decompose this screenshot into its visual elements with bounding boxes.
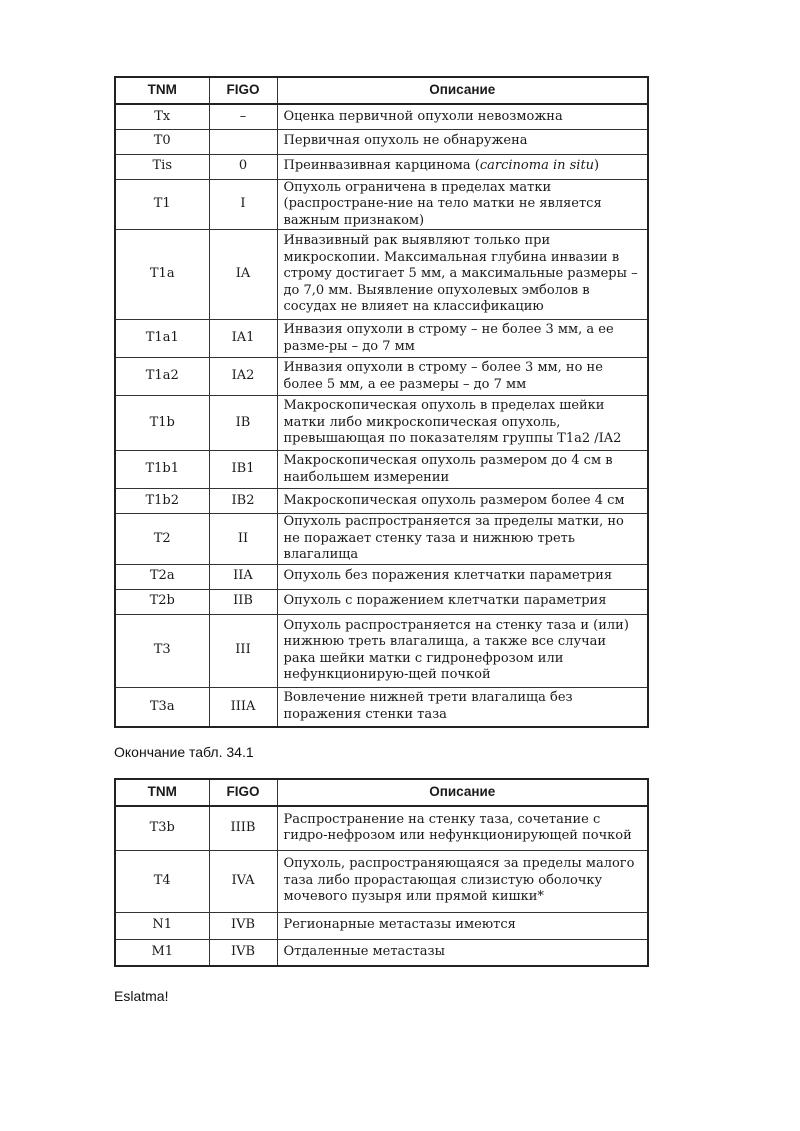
figo-cell bbox=[209, 129, 277, 154]
description-cell: Регионарные метастазы имеются bbox=[277, 912, 648, 939]
description-cell: Вовлечение нижней трети влагалища без поражения стенки таза bbox=[277, 687, 648, 727]
figo-cell: I bbox=[209, 179, 277, 230]
table-row bbox=[115, 129, 648, 154]
description-cell: Макроскопическая опухоль в пределах шейки матки либо микроскопическая опухоль, превышающая по показателям группы T1a2 /IA2 bbox=[277, 396, 648, 451]
header-figo: FIGO bbox=[209, 77, 277, 104]
table-row bbox=[115, 396, 648, 451]
table-row bbox=[115, 564, 648, 589]
table-row bbox=[115, 687, 648, 727]
header-tnm: TNM bbox=[115, 77, 209, 104]
table-row bbox=[115, 912, 648, 939]
tnm-cell: T1b bbox=[115, 396, 209, 451]
tnm-cell: T1a bbox=[115, 230, 209, 320]
tnm-cell: T1 bbox=[115, 179, 209, 230]
description-cell: Макроскопическая опухоль размером более 4 см bbox=[277, 489, 648, 514]
description-cell: Распространение на стенку таза, сочетание с гидро-нефрозом или нефункционирующей почкой bbox=[277, 806, 648, 850]
description-cell: Инвазивный рак выявляют только при микроскопии. Максимальная глубина инвазии в строму достигает 5 мм, а максимальные размеры – до 7,0 мм. Выявление опухолевых эмболов в сосудах не влияет на классификацию bbox=[277, 230, 648, 320]
description-cell: Опухоль распространяется за пределы матки, но не поражает стенку таза и нижнюю треть влагалища bbox=[277, 514, 648, 565]
table-row bbox=[115, 489, 648, 514]
tnm-cell: Tis bbox=[115, 154, 209, 179]
tnm-cell: T3 bbox=[115, 614, 209, 687]
figo-cell: IIA bbox=[209, 564, 277, 589]
figo-cell: IB2 bbox=[209, 489, 277, 514]
figo-cell: IIIA bbox=[209, 687, 277, 727]
description-cell: Инвазия опухоли в строму – не более 3 мм, а ее разме-ры – до 7 мм bbox=[277, 320, 648, 358]
description-cell: Отдаленные метастазы bbox=[277, 939, 648, 966]
header-figo: FIGO bbox=[209, 779, 277, 806]
figo-cell: IA bbox=[209, 230, 277, 320]
description-cell: Опухоль без поражения клетчатки параметрия bbox=[277, 564, 648, 589]
staging-table-continued bbox=[114, 778, 649, 967]
header-description: Описание bbox=[277, 77, 648, 104]
description-cell: Опухоль, распространяющаяся за пределы малого таза либо прорастающая слизистую оболочку мочевого пузыря или прямой кишки* bbox=[277, 850, 648, 912]
tnm-cell: T0 bbox=[115, 129, 209, 154]
figo-cell: IA2 bbox=[209, 358, 277, 396]
tnm-cell: M1 bbox=[115, 939, 209, 966]
table-row bbox=[115, 104, 648, 129]
figo-cell: 0 bbox=[209, 154, 277, 179]
description-cell: Макроскопическая опухоль размером до 4 см в наибольшем измерении bbox=[277, 451, 648, 489]
description-cell: Первичная опухоль не обнаружена bbox=[277, 129, 648, 154]
header-tnm: TNM bbox=[115, 779, 209, 806]
figo-cell: II bbox=[209, 514, 277, 565]
table-header-row bbox=[115, 77, 648, 104]
table-row bbox=[115, 589, 648, 614]
figo-cell: IIIB bbox=[209, 806, 277, 850]
tnm-cell: T1b2 bbox=[115, 489, 209, 514]
table-row bbox=[115, 939, 648, 966]
table-row bbox=[115, 154, 648, 179]
figo-cell: III bbox=[209, 614, 277, 687]
figo-cell: IB1 bbox=[209, 451, 277, 489]
description-cell: Опухоль ограничена в пределах матки (распростране-ние на тело матки не является важным признаком) bbox=[277, 179, 648, 230]
table-row bbox=[115, 850, 648, 912]
table-row bbox=[115, 358, 648, 396]
footer-note: Eslatma! bbox=[114, 988, 169, 1004]
description-cell: Опухоль с поражением клетчатки параметрия bbox=[277, 589, 648, 614]
table-row bbox=[115, 614, 648, 687]
tnm-cell: T2a bbox=[115, 564, 209, 589]
description-cell: Преинвазивная карцинома (carcinoma in situ) bbox=[277, 154, 648, 179]
figo-cell: IVB bbox=[209, 939, 277, 966]
table-row bbox=[115, 320, 648, 358]
description-cell: Опухоль распространяется на стенку таза и (или) нижнюю треть влагалища, а также все случаи рака шейки матки с гидронефрозом или нефункционирую-щей почкой bbox=[277, 614, 648, 687]
table-row bbox=[115, 230, 648, 320]
header-description: Описание bbox=[277, 779, 648, 806]
table-row bbox=[115, 806, 648, 850]
latin-term: carcinoma in situ bbox=[479, 158, 595, 174]
tnm-cell: T1b1 bbox=[115, 451, 209, 489]
tnm-cell: T3a bbox=[115, 687, 209, 727]
figo-cell: IVA bbox=[209, 850, 277, 912]
figo-cell: IVB bbox=[209, 912, 277, 939]
tnm-cell: T2b bbox=[115, 589, 209, 614]
tnm-cell: T4 bbox=[115, 850, 209, 912]
table-row bbox=[115, 179, 648, 230]
staging-table bbox=[114, 76, 649, 728]
table-header-row bbox=[115, 779, 648, 806]
tnm-cell: Tx bbox=[115, 104, 209, 129]
figo-cell: IB bbox=[209, 396, 277, 451]
table-row bbox=[115, 514, 648, 565]
table-row bbox=[115, 451, 648, 489]
figo-cell: IA1 bbox=[209, 320, 277, 358]
figo-cell: IIB bbox=[209, 589, 277, 614]
table-continuation-caption: Окончание табл. 34.1 bbox=[114, 744, 254, 760]
tnm-cell: T3b bbox=[115, 806, 209, 850]
tnm-cell: T1a2 bbox=[115, 358, 209, 396]
figo-cell: – bbox=[209, 104, 277, 129]
tnm-cell: T1a1 bbox=[115, 320, 209, 358]
description-cell: Оценка первичной опухоли невозможна bbox=[277, 104, 648, 129]
description-cell: Инвазия опухоли в строму – более 3 мм, но не более 5 мм, а ее размеры – до 7 мм bbox=[277, 358, 648, 396]
tnm-cell: T2 bbox=[115, 514, 209, 565]
tnm-cell: N1 bbox=[115, 912, 209, 939]
